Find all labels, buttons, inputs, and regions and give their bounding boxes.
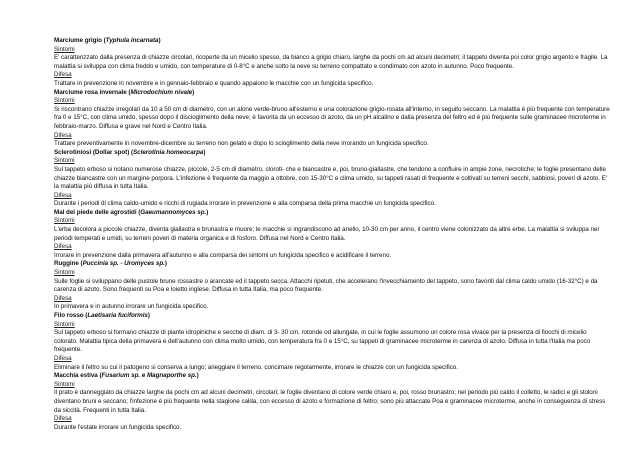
- disease-title: [54, 149, 612, 158]
- difesa-text: Durante i periodi di clima caldo-umido e ricchi di rugiada irrorare in prevenzione e alla comparsa della prima macchie un fungicida specifico.: [54, 200, 436, 208]
- difesa-heading: Difesa: [54, 191, 72, 199]
- entry-sclerotiniosi: [54, 149, 612, 209]
- sintomi-heading: Sintomi: [54, 97, 75, 105]
- disease-title: [54, 89, 612, 98]
- entry-macchia-estiva: [54, 372, 612, 432]
- difesa-heading: Difesa: [54, 415, 72, 423]
- disease-title: [54, 312, 612, 321]
- disease-title: [54, 37, 612, 46]
- sintomi-text: Si riscontrano chiazze irregolari da 10 a 50 cm di diametro, con un alone verde-bruno all'esterno e una colorazione grigio-rosata all'interno, in seguito seccano. La malattia è più frequente con temperature fra 0 e 15°C, con clima umido, spesso dopo il discioglimento della neve; è favorita da un eccesso di azoto, da un pH alcalino e dalla presenza del feltro ed è più frequente sulle graminacee microterme in febbraio-marzo. Diffusa e grave nel Nord e Centro Italia.: [54, 105, 610, 130]
- sintomi-heading: Sintomi: [54, 157, 75, 165]
- sintomi-text: Sulle foglie si sviluppano delle pustole brune rossastre o arancate ed il tappeto secca. Attacchi ripetuti, che accelerano l'invecchiamento del tappeto, sono favoriti dal clima caldo umido (16-32°C) e da carenza di azoto. Sono frequenti su Poa e loietto inglese. Diffusa in tutta Italia, ma poco frequente.: [54, 277, 598, 294]
- disease-scientific-name: Laetisaria fuciformis: [87, 312, 148, 319]
- sintomi-heading: Sintomi: [54, 320, 75, 328]
- disease-title-close: ): [158, 37, 161, 44]
- disease-title-close: ): [164, 260, 167, 268]
- difesa-text: Eliminare il feltro su cui il patogeno si conserva a lungo; arieggiare il terreno, concimare regolarmente, irrorare le chiazze con un fungicida specifico.: [54, 363, 458, 371]
- disease-common-name: Macchia estiva (: [54, 372, 102, 380]
- difesa-heading: Difesa: [54, 354, 72, 362]
- difesa-heading: Difesa: [54, 71, 72, 79]
- difesa-heading: Difesa: [54, 243, 72, 251]
- disease-title: [54, 209, 612, 218]
- sintomi-heading: Sintomi: [54, 217, 75, 225]
- difesa-text: Trattare preventivamente in novembre-dicembre su terreno non gelato e dopo lo scioglimento della neve irrorando un fungicida specifico.: [54, 140, 429, 148]
- entry-marciume-rosa-invernale: [54, 89, 612, 149]
- disease-scientific-name: Puccinia sp. - Uromyces sp.: [82, 260, 165, 268]
- disease-title-close: ): [147, 312, 150, 319]
- disease-common-name: Marciume grigio (: [54, 37, 106, 44]
- difesa-heading: Difesa: [54, 131, 72, 139]
- disease-scientific-name: Microdochium nivale: [130, 88, 193, 96]
- disease-title: [54, 372, 612, 381]
- sintomi-heading: Sintomi: [54, 269, 75, 277]
- entry-mal-del-piede: [54, 209, 612, 261]
- disease-title: [54, 260, 612, 269]
- sintomi-text: Sul tappeto erboso si formano chiazze di piante idropiniche e secche di diam. di 3- 30 cm, rotonde od allungate, in cui le foglie assumono un colore rosa vivace per la presenza di fiocchi di micelio colorato. Malattia tipica della primavera e dell'autunno con clima molto umido, con temperatura fra 0 e 15°C, su tappeti di graminacee microterme in carenza di azoto. Diffusa in tutta l'Italia ma poco frequente.: [54, 329, 591, 354]
- disease-common-name: Ruggine (: [54, 260, 83, 268]
- disease-scientific-name: Sclerotinia homeocarpa: [133, 148, 204, 156]
- disease-common-name: Mal del piede delle agrostidi (: [54, 208, 141, 216]
- disease-scientific-name: Gaeumannomyces sp.: [140, 208, 207, 216]
- sintomi-text: Il prato è danneggiato da chiazze larghe da pochi cm ad alcuni decimetri, circolari; le foglie diventano di colore verde chiaro e, poi, rosso brunastro; nel periodo più caldo il colletto, le radici e gli stoloni diventano bruni e seccano; l'infezione è più frequente nella stagione calda, con eccesso di azoto e formazione di feltro; sono più attaccate Poa e graminacee microterme, anche in conseguenza di stress da siccità. Frequenti in tutta Italia.: [54, 389, 606, 414]
- entry-filo-rosso: [54, 312, 612, 372]
- disease-title-close: ): [206, 208, 209, 216]
- disease-title-close: ): [196, 372, 199, 380]
- difesa-heading: Difesa: [54, 294, 72, 302]
- entry-ruggine: [54, 260, 612, 312]
- difesa-text: In primavera e in autunno irrorare un fungicida specifico.: [54, 303, 209, 311]
- disease-title-close: ): [192, 88, 195, 96]
- disease-common-name: Sclerotiniosi (Dollar spot) (: [54, 148, 134, 156]
- disease-scientific-name: Typhula incarnata: [105, 37, 159, 44]
- difesa-text: Durante l'estate irrorare un fungicida specifico.: [54, 423, 182, 431]
- sintomi-heading: Sintomi: [54, 380, 75, 388]
- sintomi-heading: Sintomi: [54, 45, 75, 53]
- entry-marciume-grigio: [54, 37, 612, 89]
- difesa-text: Trattare in prevenzione in novembre e in gennaio-febbraio e quando appaiono le macchie con un fungicida specifico.: [54, 79, 374, 87]
- sintomi-text: L'erba decolora a piccole chiazze, diventa giallastra e brunastra e muore; le macchie si ingrandiscono ad anello, 10-30 cm per anno, il centro viene colonizzato da altre erbe. La malattia si sviluppa nei periodi temperati e umidi, su terreni poveri di materia organica e di fosforo. Diffusa nel Nord e Centro Italia.: [54, 226, 599, 242]
- sintomi-text: Sul tappeto erboso si notano numerose chiazze, piccole, 2-5 cm di diametro, clorotl- che e biancastre e, poi, bruno-giallastre, che tendono a confluire in ampie zone, necrotiche; le foglie presentano delle chiazze biancastre con un margine porpora. L'infezione è frequente da maggio a ottobre, con 15-30°C e clima umido, su tappeti rasati di frequente e coltivati su terreni secchi, sabbiosi, poveri di azoto. E' la malattia più diffusa in tutta Italia.: [54, 165, 607, 191]
- sintomi-text: E' caratterizzato dalla presenza di chiazze circolari, ricoperte da un micelio spesso, da bianco a grigio chiaro, larghe da pochi cm ad alcuni decimetri; il tappeto diventa poi color grigio argento e fragile. La malattia si sviluppa con clima freddo e umido, con temperature di 0-8°C e anche sotto la neve su terreno compattato e condimato con azoto in autunno. Poco frequente.: [54, 54, 608, 70]
- disease-scientific-name: Fusarium sp. e Magnaporthe sp.: [101, 372, 197, 380]
- disease-common-name: Filo rosso (: [54, 312, 88, 319]
- disease-title-close: ): [203, 148, 206, 156]
- difesa-text: Irrorare in prevenzione dalla primavera all'autunno e alla comparsa dei sintomi un fungicida specifico e acidificare il terreno.: [54, 251, 392, 259]
- disease-common-name: Marciume rosa invernale (: [54, 88, 131, 96]
